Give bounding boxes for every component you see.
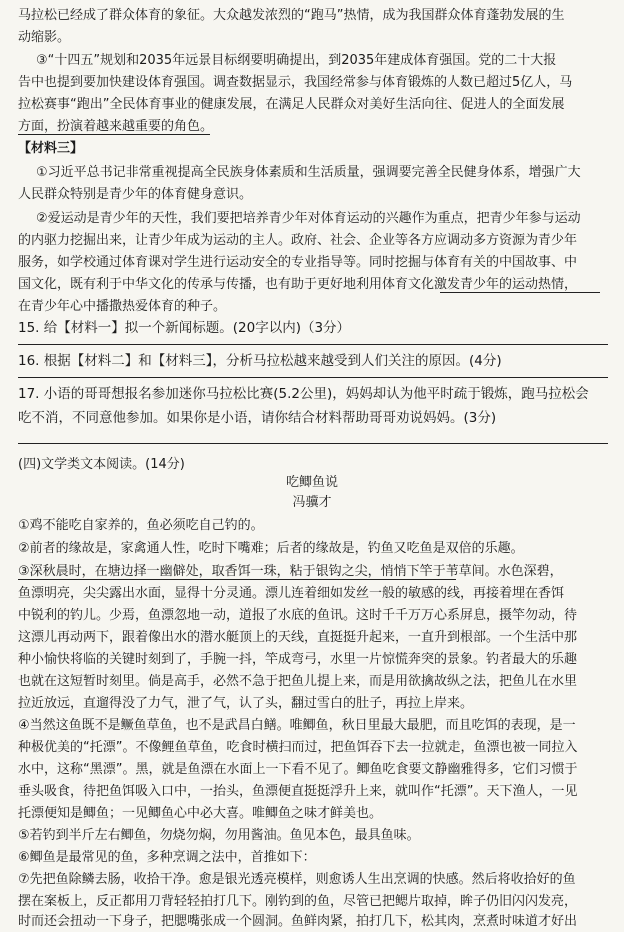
answer-line-16[interactable] xyxy=(18,377,608,378)
question-17-line1: 17. 小语的哥哥想报名参加迷你马拉松比赛(5.2公里)，妈妈却认为他平时疏于锻炼，跑马拉松会 xyxy=(18,386,589,402)
material3-p2-line3: 服务，如学校通过体育课对学生进行运动安全的专业指导等。同时挖掘与体育有关的中国故事、中 xyxy=(18,255,578,270)
essay-p5: ⑤若钓到半斤左右鲫鱼，勿烧勿焖，勿用酱油。鱼见本色，最具鱼味。 xyxy=(18,828,420,843)
essay-p7-line2: 摆在案板上，反正都用刀背轻轻拍打几下。刚钓到的鱼，尽管已把鳃片取掉，眸子仍旧闪闪发亮， xyxy=(18,894,578,909)
essay-title: 吃鲫鱼说 xyxy=(285,475,338,490)
handwritten-underline xyxy=(440,292,600,293)
essay-p4-line3: 水中，这称“黑漂”。黑，就是鱼漂在水面上一下看不见了。鲫鱼吃食要文静幽雅得多，它们习惯于 xyxy=(18,762,578,777)
essay-p3-line3: 中锐利的钓儿。少焉，鱼漂忽地一动，道报了水底的鱼讯。这时千千万万心系屏息，摄竿勿动，待 xyxy=(18,608,578,623)
material3-p2-line2: 的内驱力挖掘出来，让青少年成为运动的主人。政府、社会、企业等各方应调动多方资源为青少年 xyxy=(18,233,578,248)
essay-p4-line4: 垂头吸食，待把鱼饵吸入口中，一抬头，鱼漂便直挺挺浮升上来，就叫作“托漂”。天下渔人，一见 xyxy=(18,784,578,799)
essay-p3-line4: 这漂儿再动两下，跟着像出水的潜水艇顶上的天线，直挺挺升起来，一直升到根部。一个生活中那 xyxy=(18,630,578,645)
material2-p3-line1: ③“十四五”规划和2035年远景目标纲要明确提出，到2035年建成体育强国。党的二十大报 xyxy=(36,53,557,68)
essay-p1: ①鸡不能吃自家养的，鱼必须吃自己钓的。 xyxy=(18,518,264,533)
material2-tail-line2: 动缩影。 xyxy=(18,30,71,45)
question-16: 16. 根据【材料二】和【材料三】，分析马拉松越来越受到人们关注的原因。(4分) xyxy=(18,353,502,369)
material3-p2-line1: ②爱运动是青少年的天性，我们要把培养青少年对体育运动的兴趣作为重点，把青少年参与运动 xyxy=(36,211,581,226)
material2-p3-line2: 告中也提到要加快建设体育强国。调查数据显示，我国经常参与体育锻炼的人数已超过5亿人，马 xyxy=(18,75,573,90)
essay-p7-line1: ⑦先把鱼除鳞去肠，收拾干净。愈是银光透亮模样，则愈诱人生出烹调的快感。然后将收拾好的鱼 xyxy=(18,872,576,887)
material3-p1-line1: ①习近平总书记非常重视提高全民族身体素质和生活质量，强调要完善全民健身体系，增强广大 xyxy=(36,165,581,180)
essay-p4-line2: 种极优美的“托漂”。不像鲤鱼草鱼，吃食时横扫而过，把鱼饵吞下去一拉就走，鱼漂也被一同拉入 xyxy=(18,740,578,755)
material3-p2-line5: 在青少年心中播撒热爱体育的种子。 xyxy=(18,299,227,314)
question-15: 15. 给【材料一】拟一个新闻标题。(20字以内)（3分） xyxy=(18,320,351,336)
essay-p4-line1: ④当然这鱼既不是鳜鱼草鱼，也不是武昌白鳝。唯鲫鱼，秋日里最大最肥，而且吃饵的表现，是一 xyxy=(18,718,576,733)
essay-author: 冯骥才 xyxy=(292,495,332,510)
section4-heading: (四)文学类文本阅读。(14分) xyxy=(18,457,185,472)
material2-p3-line4: 方面，扮演着越来越重要的角色。 xyxy=(18,119,214,134)
material3-p1-line2: 人民群众特别是青少年的体育健身意识。 xyxy=(18,187,253,202)
answer-line-15[interactable] xyxy=(18,344,608,345)
essay-p2: ②前者的缘故是，家禽通人性，吃时下嘴难；后者的缘故是，钓鱼又吃鱼是双倍的乐趣。 xyxy=(18,541,524,556)
question-17-line2: 吃不消，不同意他参加。如果你是小语，请你结合材料帮助哥哥劝说妈妈。(3分) xyxy=(18,410,497,426)
material2-tail-line1: 马拉松已经成了群众体育的象征。大众越发浓烈的“跑马”热情，成为我国群众体育蓬勃发展的生 xyxy=(18,8,565,23)
answer-line-17[interactable] xyxy=(18,443,608,444)
essay-p4-line5: 托漂便知是鲫鱼；一见鲫鱼心中必大喜。唯鲫鱼之味才鲜美也。 xyxy=(18,806,383,821)
handwritten-underline xyxy=(18,579,456,580)
material3-heading: 【材料三】 xyxy=(18,141,84,156)
essay-p3-line6: 也就在这短暂时刻里。倘是高手，必然不急于把鱼儿提上来，而是用欲擒故纵之法，把鱼儿在水里 xyxy=(18,674,578,689)
handwritten-underline xyxy=(18,134,210,135)
essay-p6: ⑥鲫鱼是最常见的鱼，多种烹调之法中，首推如下： xyxy=(18,850,316,865)
essay-p3-line1: ③深秋晨时，在塘边择一幽僻处，取香饵一珠，粘于银钩之尖，悄悄下竿于苇草间。水色深碧， xyxy=(18,564,563,579)
material2-p3-line3: 拉松赛事“跑出”全民体育事业的健康发展，在满足人民群众对美好生活向往、促进人的全面发展 xyxy=(18,97,565,112)
essay-p3-line2: 鱼漂明亮，尖尖露出水面，显得十分灵通。漂儿连着细如发丝一般的敏感的线，再接着埋在香饵 xyxy=(18,586,565,601)
essay-p3-line7: 拉近放远，直遛得没了力气，泄了气，认了头，翻过雪白的肚子，再拉上岸来。 xyxy=(18,696,474,711)
essay-p7-line3: 时而还会扭动一下身子，把腮嘴张成一个圆洞。鱼鲜肉紧，拍打几下，松其肉，烹煮时味道才好出 xyxy=(18,914,578,929)
material3-p2-line4: 国文化，既有利于中华文化的传承与传播，也有助于更好地利用体育文化激发青少年的运动热情， xyxy=(18,277,578,292)
essay-p3-line5: 种小愉快将临的关键时刻到了，手腕一抖，竿成弯弓，水里一片惊慌奔突的景象。钓者最大的乐趣 xyxy=(18,652,578,667)
